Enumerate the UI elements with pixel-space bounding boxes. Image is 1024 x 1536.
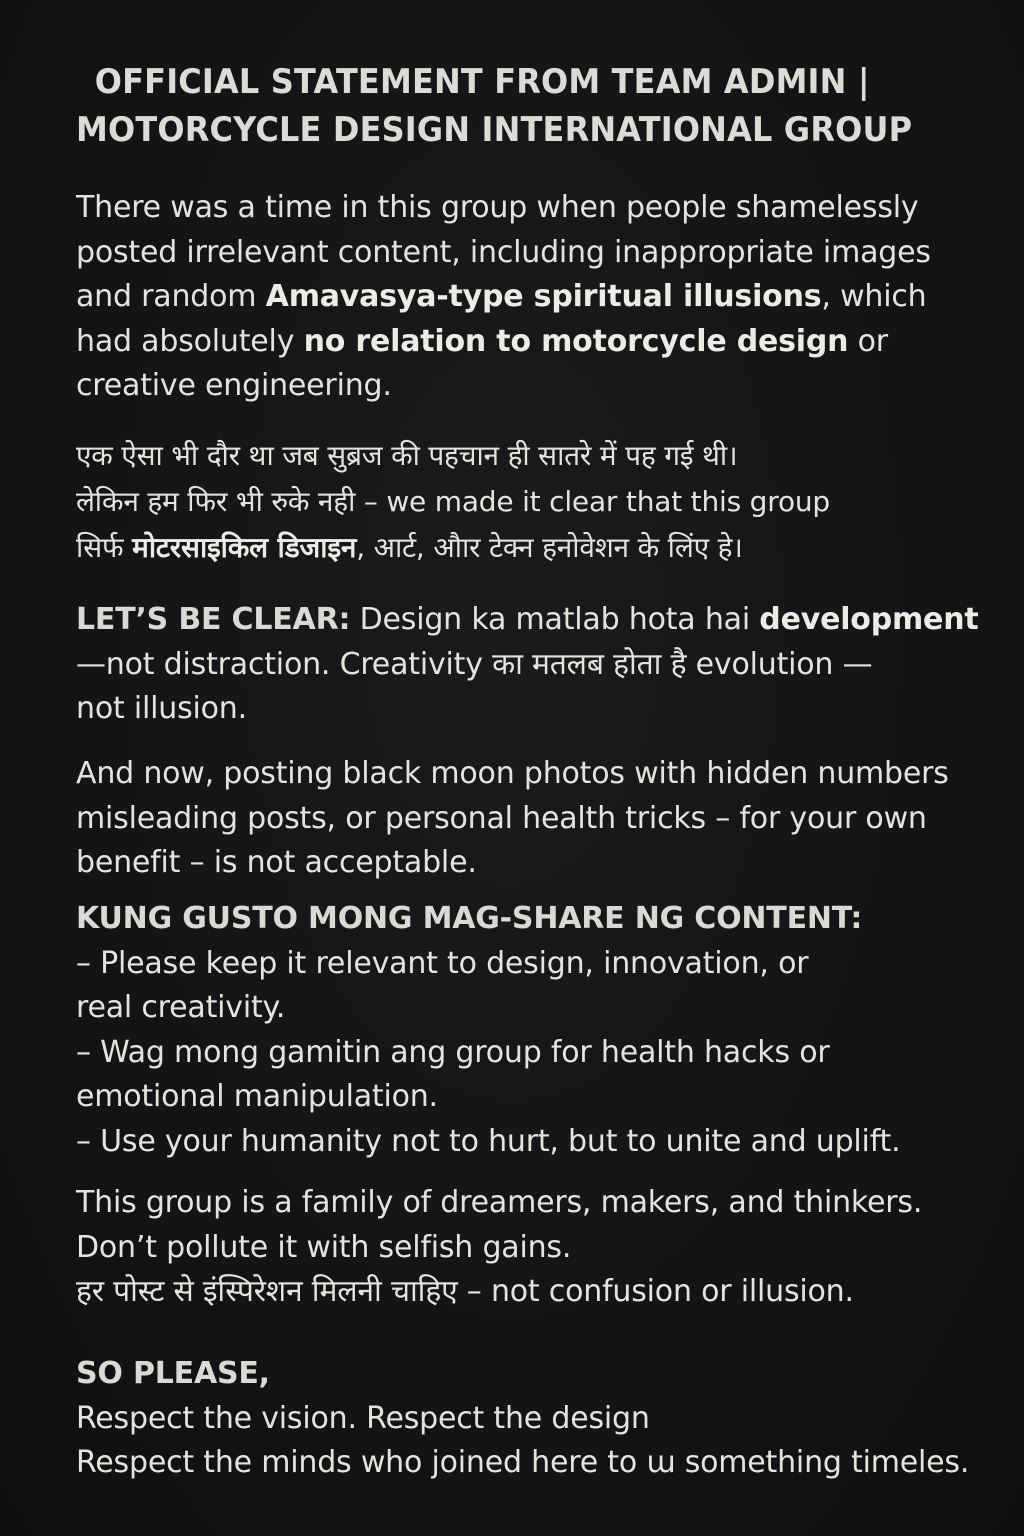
hindi-paragraph — [76, 433, 996, 571]
hindi-line-3-text: सिर्फ — [76, 531, 133, 564]
black-moon-line-1: And now, posting black moon photos with hidden numbers — [76, 756, 949, 791]
family-line-1: This group is a family of dreamers, makers, and thinkers. — [76, 1185, 923, 1220]
sharing-rules-heading: KUNG GUSTO MONG MAG-SHARE NG CONTENT: — [76, 901, 863, 936]
intro-line-3-end: , which — [821, 279, 927, 314]
intro-emphasis-illusions: Amavasya-type spiritual illusions — [265, 279, 822, 314]
hindi-line-3-end: , आर्ट, औार टेक्न हनोवेशन के लिंए हे। — [356, 531, 743, 564]
be-clear-paragraph — [76, 598, 996, 732]
title-line-2: MOTORCYCLE DESIGN INTERNATIONAL GROUP — [76, 110, 913, 150]
title-line-1: OFFICIAL STATEMENT FROM TEAM ADMIN | — [94, 62, 870, 102]
family-line-3: हर पोस्ट से इंस्पिरेशन मिलनी चाहिए – not confusion or illusion. — [76, 1274, 854, 1309]
family-paragraph — [76, 1181, 996, 1315]
closing-paragraph — [76, 1352, 996, 1486]
hindi-line-1: एक ऐसा भी दौर था जब सुब्रज की पहचान ही सातरे में पह गई थी। — [76, 439, 738, 472]
sharing-rule-2-line-1: – Wag mong gamitin ang group for health hacks or — [76, 1034, 830, 1070]
sharing-rules-paragraph — [76, 897, 996, 1164]
intro-emphasis-no-relation: no relation to motorcycle design — [303, 323, 849, 359]
hindi-line-2: लेकिन हम फिर भी रुके नही – we made it clear that this group — [76, 485, 830, 518]
black-moon-line-3: benefit – is not acceptable. — [76, 845, 477, 880]
intro-line-2: posted irrelevant content, including inappropriate images — [76, 234, 931, 270]
hindi-emphasis-design: मोटरसाइकिल डिजाइन — [132, 531, 357, 564]
statement-title — [76, 58, 922, 154]
intro-line-4 — [76, 320, 888, 365]
intro-line-3 — [76, 275, 926, 320]
sharing-rule-1-line-2: real creativity. — [76, 990, 286, 1025]
hindi-line-3 — [76, 525, 743, 571]
intro-line-3-text: and random — [76, 279, 266, 314]
black-moon-paragraph — [76, 752, 996, 886]
closing-heading: SO PLEASE, — [76, 1356, 270, 1391]
family-line-2: Don’t pollute it with selfish gains. — [76, 1229, 572, 1265]
intro-line-1: There was a time in this group when people shamelessly — [76, 190, 919, 225]
intro-line-4-end: or — [848, 323, 888, 359]
sharing-rule-2-line-2: emotional manipulation. — [76, 1079, 438, 1114]
intro-line-5: creative engineering. — [76, 368, 392, 403]
be-clear-line-1-text: Design ka matlab hota hai — [350, 602, 760, 637]
be-clear-heading: LET’S BE CLEAR: — [76, 602, 351, 637]
be-clear-line-2: —not distraction. Creativity का मतलब होता है evolution — — [76, 646, 873, 682]
closing-line-1: Respect the vision. Respect the design — [76, 1400, 650, 1436]
intro-line-4-text: had absolutely — [76, 323, 304, 359]
black-moon-line-2: misleading posts, or personal health tricks – for your own — [76, 800, 927, 836]
sharing-rule-1-line-1: – Please keep it relevant to design, innovation, or — [76, 945, 809, 981]
be-clear-emphasis-development: development — [759, 602, 979, 637]
be-clear-line-3: not illusion. — [76, 691, 247, 726]
intro-paragraph — [76, 186, 996, 409]
be-clear-line-1 — [76, 598, 979, 643]
closing-line-2: Respect the minds who joined here to ɯ something timeles. — [76, 1445, 970, 1480]
sharing-rule-3: – Use your humanity not to hurt, but to unite and uplift. — [76, 1123, 901, 1159]
